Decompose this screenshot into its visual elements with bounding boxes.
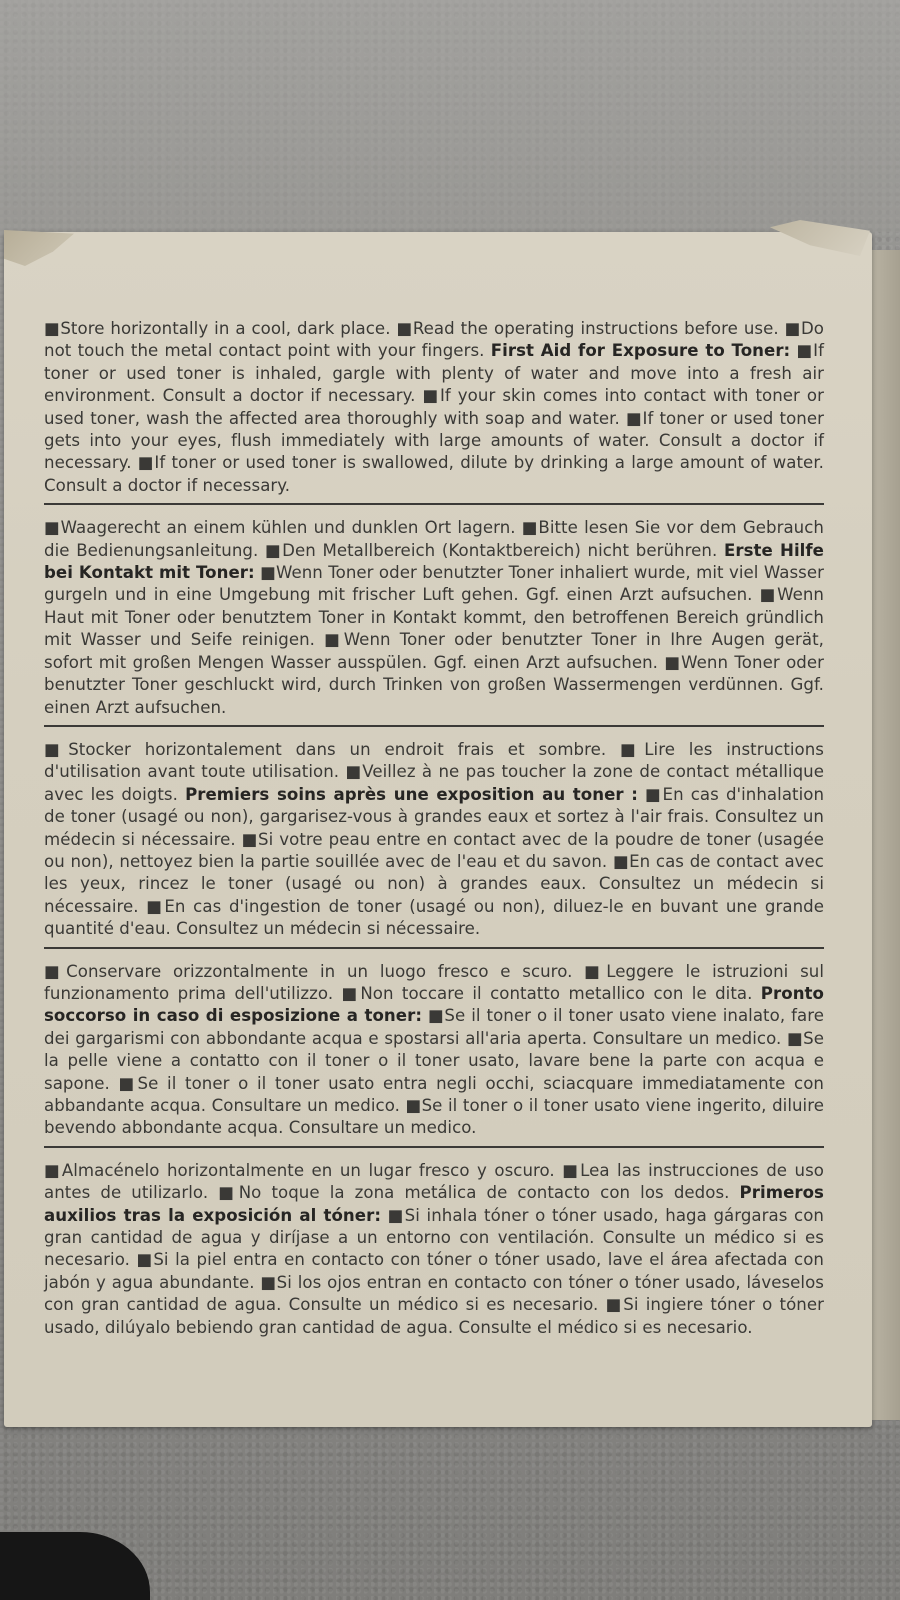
first-aid-heading: Primeros auxilios tras la exposición al tóner: xyxy=(44,1183,824,1225)
precautions-text: ■Almacénelo horizontalmente en un lugar fresco y oscuro. ■Lea las instrucciones de uso antes de utilizarlo. ■No toque la zona metálica de contacto con los dedos. xyxy=(44,1160,824,1203)
instruction-paragraph-it xyxy=(44,961,824,1140)
first-aid-text: ■En cas d'inhalation de toner (usagé ou non), gargarisez-vous à grandes eaux et sortez à l'air frais. Consultez un médecin si nécessaire. ■Si votre peau entre en contact avec de la poudre de toner (usagée ou non), nettoyez bien la partie souillée avec de l'eau et du savon. ■En cas de contact avec les yeux, rincez le toner (usagé ou non) à grandes eaux. Consultez un médecin si nécessaire. ■En cas d'ingestion de toner (usagé ou non), diluez-le en buvant une grande quantité d'eau. Consultez un médecin si nécessaire. xyxy=(44,784,825,939)
first-aid-heading: Premiers soins après une exposition au toner : xyxy=(185,784,638,804)
first-aid-text: ■Se il toner o il toner usato viene inalato, fare dei gargarismi con abbondante acqua e spostarsi all'aria aperta. Consultare un medico. ■Se la pelle viene a contatto con il toner o il toner usato, lavare bene la parte con acqua e sapone. ■Se il toner o il toner usato entra negli occhi, sciacquare immediatamente con abbandante acqua. Consultare un medico. ■Se il toner o il toner usato viene ingerito, diluire bevendo abbondante acqua. Consultare un medico. xyxy=(44,1006,825,1138)
precautions-text: ■Stocker horizontalement dans un endroit frais et sombre. ■Lire les instructions d'utilisation avant toute utilisation. ■Veillez à ne pas toucher la zone de contact métallique avec les doigts. xyxy=(44,739,824,804)
section-divider xyxy=(44,947,824,949)
section-divider xyxy=(44,503,824,505)
precautions-text: ■Conservare orizzontalmente in un luogo fresco e scuro. ■Leggere le istruzioni sul funzionamento prima dell'utilizzo. ■Non toccare il contatto metallico con le dita. xyxy=(44,961,824,1003)
carpet-background xyxy=(0,0,900,232)
section-german xyxy=(44,517,824,719)
first-aid-text: ■If toner or used toner is inhaled, gargle with plenty of water and move into a fresh air environment. Consult a doctor if necessary. ■If your skin comes into contact with toner or used toner, wash the affected area thoroughly with soap and water. ■If toner or used toner gets into your eyes, flush immediately with large amounts of water. Consult a doctor if necessary. ■If toner or used toner is swallowed, dilute by drinking a large amount of water. Consult a doctor if necessary. xyxy=(44,341,824,495)
instruction-paragraph-de xyxy=(44,517,824,719)
instruction-paragraph-en xyxy=(44,318,824,497)
section-spanish xyxy=(44,1160,824,1339)
safety-instructions xyxy=(44,318,824,1339)
section-english xyxy=(44,318,824,497)
shoe-shadow xyxy=(0,1532,150,1600)
precautions-text: ■Store horizontally in a cool, dark place. ■Read the operating instructions before use. ■Do not touch the metal contact point with your fingers. xyxy=(44,319,824,361)
section-divider xyxy=(44,1146,824,1148)
first-aid-heading: Erste Hilfe bei Kontakt mit Toner: xyxy=(44,540,824,583)
section-divider xyxy=(44,725,824,727)
first-aid-heading: Pronto soccorso in caso di esposizione a toner: xyxy=(44,983,824,1026)
first-aid-text: ■Wenn Toner oder benutzter Toner inhaliert wurde, mit viel Wasser gurgeln und in eine Umgebung mit frischer Luft gehen. Ggf. einen Arzt aufsuchen. ■Wenn Haut mit Toner oder benutztem Toner in Kontakt kommt, den betroffenen Bereich gründlich mit Wasser und Seife reinigen. ■Wenn Toner oder benutzter Toner in Ihre Augen gerät, sofort mit großen Mengen Wasser ausspülen. Ggf. einen Arzt aufsuchen. ■Wenn Toner oder benutzter Toner geschluckt wird, durch Trinken von großen Wassermengen verdünnen. Ggf. einen Arzt aufsuchen. xyxy=(44,563,824,717)
precautions-text: ■Waagerecht an einem kühlen und dunklen Ort lagern. ■Bitte lesen Sie vor dem Gebrauch die Bedienungsanleitung. ■Den Metallbereich (Kontaktbereich) nicht berühren. xyxy=(44,518,824,560)
first-aid-text: ■Si inhala tóner o tóner usado, haga gárgaras con gran cantidad de agua y diríjase a un entorno con ventilación. Consulte un médico si es necesario. ■Si la piel entra en contacto con tóner o tóner usado, lave el área afectada con jabón y agua abundante. ■Si los ojos entran en contacto con tóner o tóner usado, láveselos con gran cantidad de agua. Consulte un médico si es necesario. ■Si ingiere tóner o tóner usado, dilúyalo bebiendo gran cantidad de agua. Consulte el médico si es necesario. xyxy=(44,1205,824,1337)
first-aid-heading: First Aid for Exposure to Toner: xyxy=(490,341,791,361)
section-french xyxy=(44,739,824,941)
instruction-paragraph-fr xyxy=(44,739,824,941)
instruction-paragraph-es xyxy=(44,1160,824,1339)
box-side-panel xyxy=(872,250,900,1420)
section-italian xyxy=(44,961,824,1140)
